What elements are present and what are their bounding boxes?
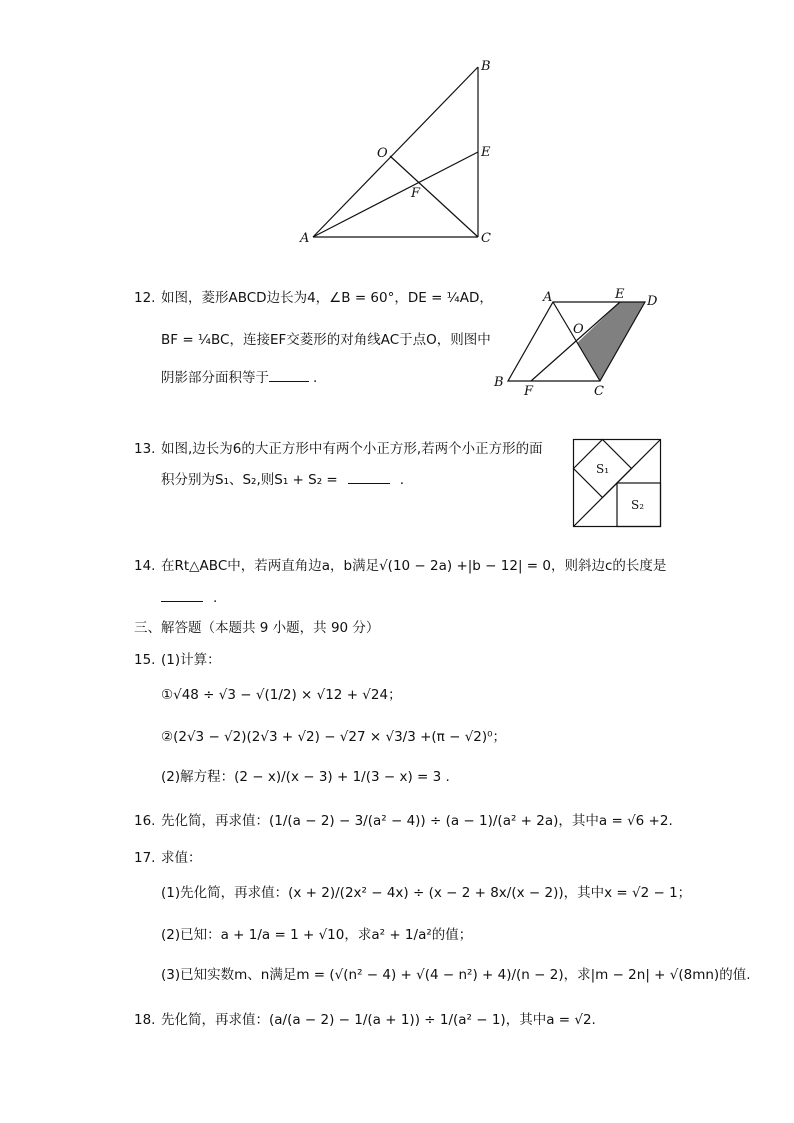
label-s2: S₂: [631, 498, 645, 512]
q12-line2: BF = ¼BC，连接EF交菱形的对角线AC于点O，则图中: [161, 332, 491, 348]
label-A: A: [300, 231, 310, 246]
label-B: B: [494, 375, 504, 390]
q15-item2: ②(2√3 − √2)(2√3 + √2) − √27 × √3/3 +(π − √2)⁰；: [161, 729, 507, 745]
q16-number: 16.: [134, 813, 156, 829]
q13-answer-blank[interactable]: [348, 471, 390, 484]
label-E: E: [615, 287, 625, 302]
label-F: F: [524, 384, 534, 399]
label-C: C: [594, 384, 604, 399]
q13-line2-text: 积分别为S₁、S₂,则S₁ + S₂ =: [161, 472, 338, 488]
section-title: 三、解答题（本题共 9 小题，共 90 分）: [134, 620, 380, 636]
q13-line1: 如图,边长为6的大正方形中有两个小正方形,若两个小正方形的面: [161, 441, 543, 457]
q16-text: 先化简，再求值：(1/(a − 2) − 3/(a² − 4)) ÷ (a − 1)/(a² + 2a)，其中a = √6 +2.: [161, 813, 673, 829]
q15-number: 15.: [134, 652, 156, 668]
q17-part2: (2)已知：a + 1/a = 1 + √10，求a² + 1/a²的值；: [161, 927, 473, 943]
q12-answer-blank[interactable]: [269, 369, 309, 382]
q17-part3: (3)已知实数m、n满足m = (√(n² − 4) + √(4 − n²) + 4)/(n − 2)，求|m − 2n| + √(8mn)的值.: [161, 967, 751, 983]
q15-head: (1)计算：: [161, 652, 221, 668]
squares-figure: [570, 436, 665, 531]
label-O: O: [573, 322, 584, 337]
q12-line3: [161, 368, 317, 388]
q13-period: .: [399, 472, 405, 488]
segment-AE: [313, 152, 478, 237]
label-B: B: [481, 59, 491, 74]
label-C: C: [481, 231, 491, 246]
label-F: F: [411, 186, 421, 201]
q17-head: 求值：: [161, 850, 202, 866]
rhombus-figure: [490, 285, 670, 400]
q14-line1: 在Rt△ABC中，若两直角边a，b满足√(10 − 2a) +|b − 12| = 0，则斜边c的长度是: [161, 558, 667, 574]
label-s1: S₁: [596, 462, 610, 476]
q18-number: 18.: [134, 1012, 156, 1028]
q13-line2: [161, 470, 404, 490]
q15-item1: ①√48 ÷ √3 − √(1/2) × √12 + √24；: [161, 687, 402, 703]
segment-AB: [313, 67, 478, 237]
q14-period: .: [213, 590, 218, 606]
q14-line2: [161, 588, 217, 608]
q13-number: 13.: [134, 441, 156, 457]
label-D: D: [647, 294, 658, 309]
shaded-region: [577, 302, 645, 381]
q18-text: 先化简，再求值：(a/(a − 2) − 1/(a + 1)) ÷ 1/(a² − 1)，其中a = √2.: [161, 1012, 596, 1028]
q14-answer-blank[interactable]: [161, 589, 203, 602]
triangle-figure: [290, 50, 510, 250]
label-E: E: [481, 145, 491, 160]
q12-period: .: [313, 370, 318, 386]
segment-OC: [390, 156, 478, 237]
q17-part1: (1)先化简，再求值：(x + 2)/(2x² − 4x) ÷ (x − 2 + 8x/(x − 2))，其中x = √2 − 1；: [161, 885, 692, 901]
q12-line1: 如图，菱形ABCD边长为4，∠B = 60°，DE = ¼AD，: [161, 290, 493, 306]
label-O: O: [377, 146, 388, 161]
q17-number: 17.: [134, 850, 156, 866]
label-A: A: [543, 290, 553, 305]
q12-number: 12.: [134, 290, 156, 306]
q14-number: 14.: [134, 558, 156, 574]
q15-part2: (2)解方程：(2 − x)/(x − 3) + 1/(3 − x) = 3 .: [161, 769, 450, 785]
q12-line3-text: 阴影部分面积等于: [161, 370, 269, 386]
